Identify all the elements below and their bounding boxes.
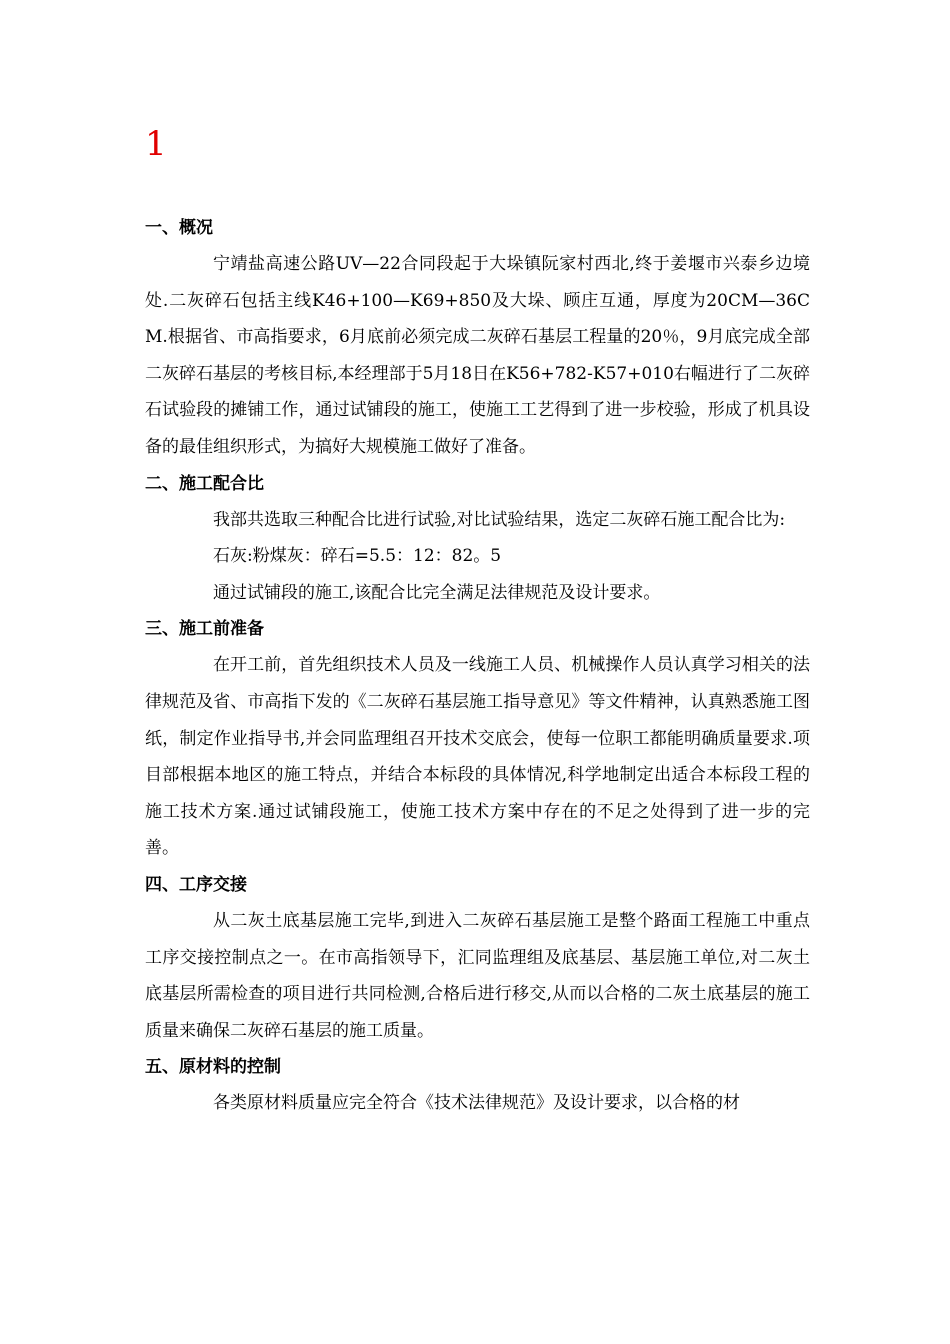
paragraph: 我部共选取三种配合比进行试验,对比试验结果，选定二灰碎石施工配合比为: [213, 509, 786, 530]
section-materials [145, 1049, 810, 1122]
section-heading: 三、施工前准备 [145, 619, 264, 640]
paragraph-ratio: 石灰:粉煤灰：碎石=5.5：12：82。5 [213, 546, 502, 567]
document-body [145, 210, 810, 1122]
section-mix-ratio [145, 466, 810, 612]
section-heading: 五、原材料的控制 [145, 1057, 281, 1078]
paragraph: 各类原材料质量应完全符合《技术法律规范》及设计要求，以合格的材 [213, 1093, 740, 1114]
section-heading: 一、概况 [145, 218, 213, 238]
paragraph: 宁靖盐高速公路UV—22合同段起于大垛镇阮家村西北,终于姜堰市兴泰乡边境处.二灰碎石包括主线K46+100—K69+850及大垛、顾庄互通，厚度为20CM—36CM.根据省、市高指要求，6月底前必须完成二灰碎石基层工程量的20％，9月底完成全部二灰碎石基层的考核目标,本经理部于5月18日在K56+782-K57+010右幅进行了二灰碎石试验段的摊铺工作，通过试铺段的施工，使施工工艺得到了进一步校验，形成了机具设备的最佳组织形式，为搞好大规模施工做好了准备。 [145, 254, 810, 457]
paragraph: 从二灰土底基层施工完毕,到进入二灰碎石基层施工是整个路面工程施工中重点工序交接控制点之一。在市高指领导下，汇同监理组及底基层、基层施工单位,对二灰土底基层所需检查的项目进行共同检测,合格后进行移交,从而以合格的二灰土底基层的施工质量来确保二灰碎石基层的施工质量。 [145, 910, 810, 1041]
section-overview [145, 210, 810, 466]
section-heading: 二、施工配合比 [145, 473, 264, 494]
paragraph: 在开工前，首先组织技术人员及一线施工人员、机械操作人员认真学习相关的法律规范及省、市高指下发的《二灰碎石基层施工指导意见》等文件精神，认真熟悉施工图纸，制定作业指导书,并会同监理组召开技术交底会，使每一位职工都能明确质量要求.项目部根据本地区的施工特点，并结合本标段的具体情况,科学地制定出适合本标段工程的施工技术方案.通过试铺段施工，使施工技术方案中存在的不足之处得到了进一步的完善。 [145, 655, 810, 859]
section-heading: 四、工序交接 [145, 874, 247, 895]
paragraph: 通过试铺段的施工,该配合比完全满足法律规范及设计要求。 [213, 582, 661, 603]
page-number: 1 [145, 124, 167, 164]
section-handover [145, 867, 810, 1049]
section-preparation [145, 611, 810, 867]
